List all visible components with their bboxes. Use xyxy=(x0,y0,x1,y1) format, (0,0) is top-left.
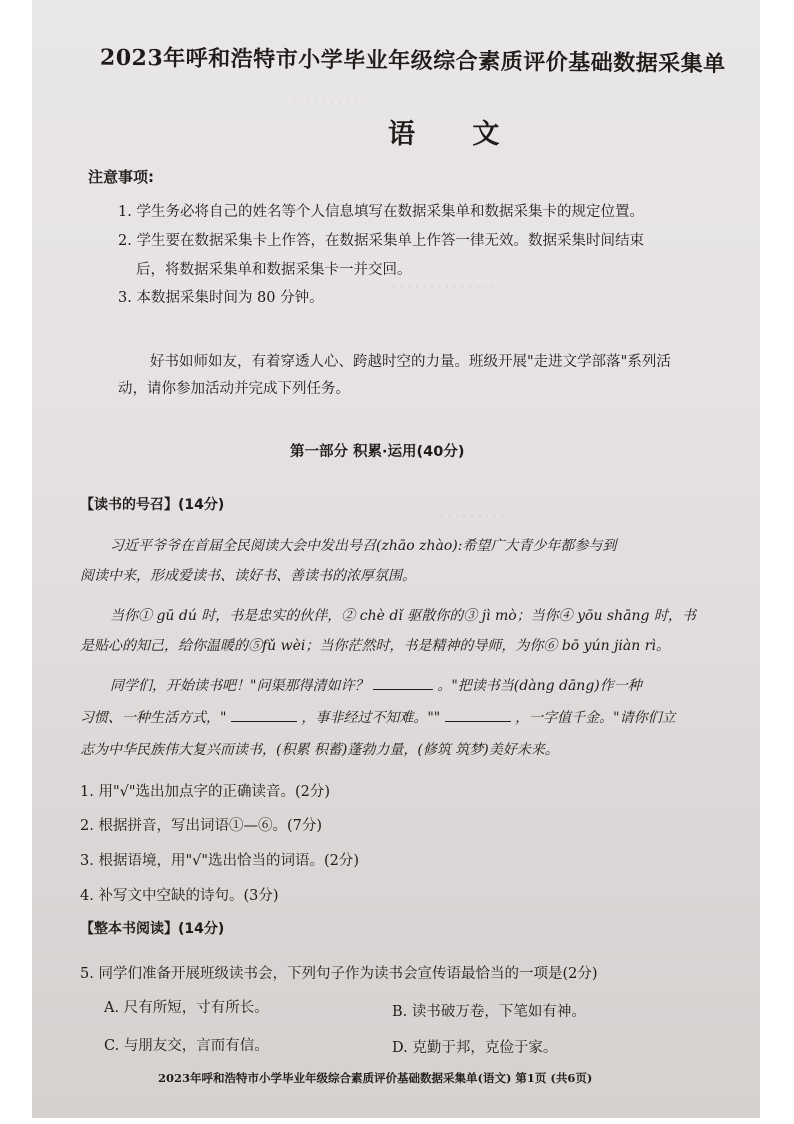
fill-blank-2[interactable] xyxy=(231,707,297,722)
passage-line-1: 习近平爷爷在首届全民阅读大会中发出号召(zhāo zhào):希望广大青少年都参与到 xyxy=(110,538,617,554)
question-5: 5. 同学们准备开展班级读书会，下列句子作为读书会宣传语最恰当的一项是(2分) xyxy=(80,966,598,982)
notice-item-2-cont: 后，将数据采集单和数据采集卡一并交回。 xyxy=(136,262,412,278)
intro-line-1: 好书如师如友，有着穿透人心、跨越时空的力量。班级开展"走进文学部落"系列活 xyxy=(150,354,671,370)
option-d[interactable]: D. 克勤于邦，克俭于家。 xyxy=(392,1040,558,1056)
part-one-heading: 第一部分 积累·运用(40分) xyxy=(290,444,465,460)
bleed-through-mark: · · · · · · · · · · · · xyxy=(432,510,520,524)
exam-title: 2023年呼和浩特市小学毕业年级综合素质评价基础数据采集单 xyxy=(99,44,726,78)
page-margin-right xyxy=(760,0,794,1124)
section-reading-call-heading: 【读书的号召】(14分) xyxy=(80,497,225,513)
bleed-through-mark: · · · · · · · · · · xyxy=(292,95,365,109)
notice-item-1: 1. 学生务必将自己的姓名等个人信息填写在数据采集单和数据采集卡的规定位置。 xyxy=(118,204,644,220)
notice-item-2: 2. 学生要在数据采集卡上作答，在数据采集单上作答一律无效。数据采集时间结束 xyxy=(118,233,644,249)
passage-text: ，事非经过不知难。"" xyxy=(301,710,441,726)
option-a[interactable]: A. 尺有所短，寸有所长。 xyxy=(104,1000,269,1016)
page-margin-left xyxy=(0,0,32,1124)
passage-line-2: 阅读中来，形成爱读书、读好书、善读书的浓厚氛围。 xyxy=(80,568,416,584)
page-margin-bottom xyxy=(0,1118,794,1124)
notice-item-3: 3. 本数据采集时间为 80 分钟。 xyxy=(118,290,324,306)
question-3: 3. 根据语境，用"√"选出恰当的词语。(2分) xyxy=(80,853,360,869)
passage-text: 。"把读书当(dàng dāng)作一种 xyxy=(437,678,642,694)
passage-line-4: 是贴心的知己，给你温暖的⑤fǔ wèi；当你茫然时，书是精神的导师，为你⑥ bō yún jiàn rì。 xyxy=(80,638,670,654)
question-1: 1. 用"√"选出加点字的正确读音。(2分) xyxy=(80,784,331,800)
subject-heading: 语 文 xyxy=(388,119,524,150)
passage-text: 习惯、一种生活方式，" xyxy=(80,710,227,726)
option-c[interactable]: C. 与朋友交，言而有信。 xyxy=(104,1038,269,1054)
passage-line-7: 志为中华民族伟大复兴而读书，(积累 积蓄)蓬勃力量，(修筑 筑梦)美好未来。 xyxy=(80,742,559,758)
page-footer: 2023年呼和浩特市小学毕业年级综合素质评价基础数据采集单(语文) 第1页 (共6页) xyxy=(158,1071,593,1085)
bleed-through-mark: · · · · · · · · · · · · · · xyxy=(392,280,495,294)
passage-line-5 xyxy=(110,674,750,698)
question-4: 4. 补写文中空缺的诗句。(3分) xyxy=(80,888,279,904)
option-b[interactable]: B. 读书破万卷，下笔如有神。 xyxy=(392,1004,586,1020)
fill-blank-1[interactable] xyxy=(373,675,433,690)
fill-blank-3[interactable] xyxy=(445,707,511,722)
passage-text: 同学们，开始读书吧！"问渠那得清如许？ xyxy=(110,678,369,694)
intro-line-2: 动，请你参加活动并完成下列任务。 xyxy=(118,381,350,397)
section-whole-book-heading: 【整本书阅读】(14分) xyxy=(80,921,225,937)
passage-line-6 xyxy=(80,706,750,730)
question-2: 2. 根据拼音，写出词语①—⑥。(7分) xyxy=(80,818,322,834)
passage-line-3: 当你① gū dú 时，书是忠实的伙伴，② chè dǐ 驱散你的③ jì mò；当你④ yōu shāng 时，书 xyxy=(110,608,696,624)
passage-text: ，一字值千金。"请你们立 xyxy=(515,710,676,726)
notice-heading: 注意事项: xyxy=(88,168,154,186)
